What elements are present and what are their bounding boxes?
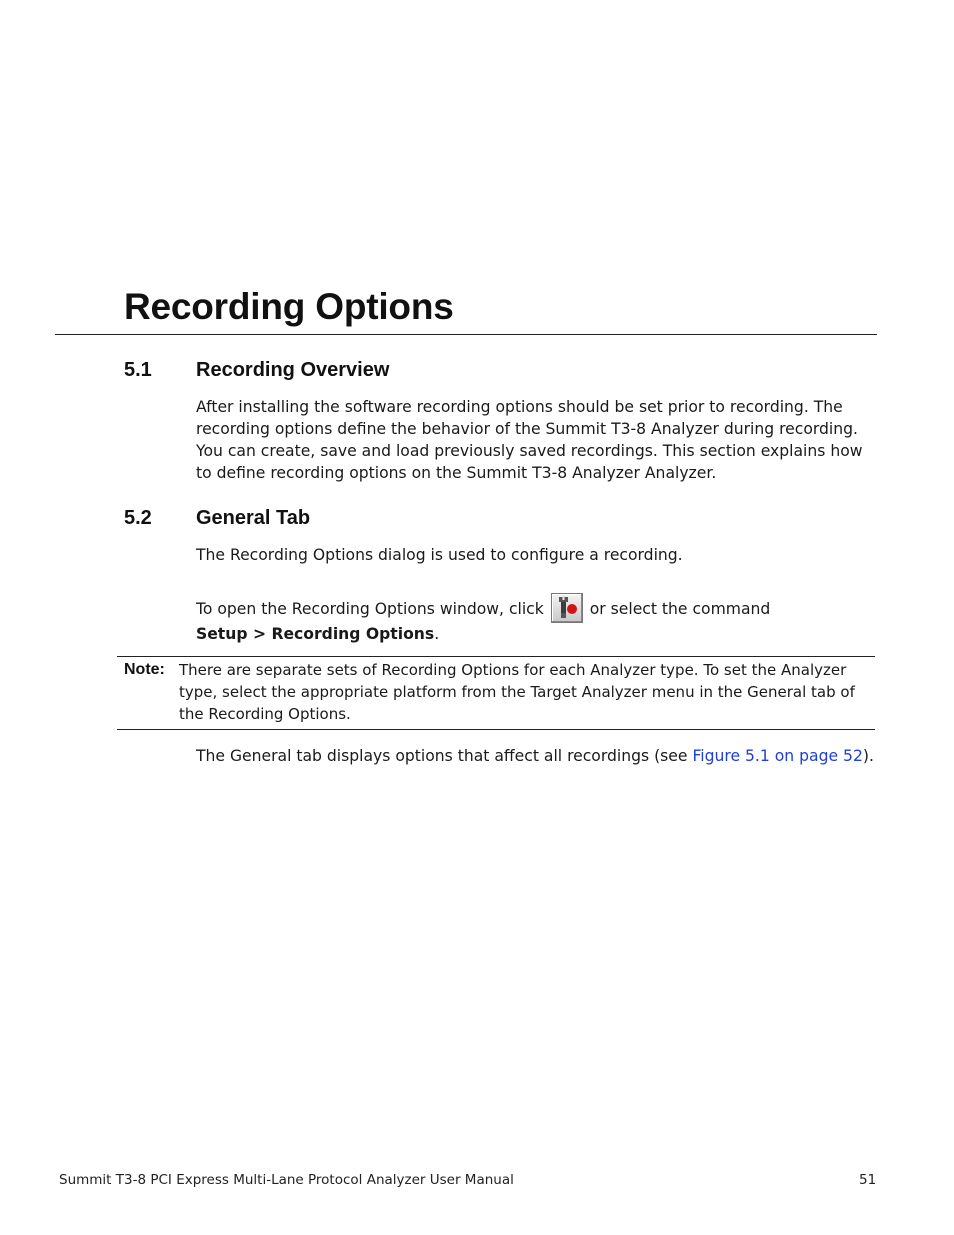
- instruction-text: or select the command: [589, 600, 771, 618]
- note-top-divider: [117, 656, 875, 657]
- recording-options-tool-icon[interactable]: [551, 593, 583, 623]
- footer-page-number: 51: [859, 1172, 877, 1188]
- section-title-general-tab: General Tab: [196, 507, 311, 529]
- chapter-title: Recording Options: [124, 286, 454, 327]
- section-paragraph: After installing the software recording options should be set prior to recording. The recording options define the behavior of the Summit T3-8 Analyzer during recording. You can create, save and load previously saved recordings. This section explains how to define recording options on the Summit T3-8 Analyzer Analyzer.: [196, 398, 863, 482]
- section-number: 5.1: [124, 359, 152, 381]
- chapter-divider: [55, 334, 877, 335]
- section-title-recording-overview: Recording Overview: [196, 359, 390, 381]
- note-bottom-divider: [117, 729, 875, 730]
- closing-text: The General tab displays options that affect all recordings (see: [196, 747, 693, 765]
- closing-text-end: ).: [862, 747, 874, 765]
- note-label: Note:: [124, 661, 165, 678]
- menu-command: Setup > Recording Options: [196, 625, 435, 643]
- wrench-icon: [552, 594, 582, 622]
- open-instruction: [196, 593, 876, 645]
- section-number: 5.2: [124, 507, 152, 529]
- instruction-text: To open the Recording Options window, click: [196, 600, 544, 618]
- note-text: There are separate sets of Recording Options for each Analyzer type. To set the Analyzer type, select the appropriate platform from the Target Analyzer menu in the General tab of the Recording Options.: [179, 661, 855, 723]
- footer-manual-title: Summit T3-8 PCI Express Multi-Lane Protocol Analyzer User Manual: [59, 1172, 514, 1188]
- section-paragraph: The Recording Options dialog is used to configure a recording.: [196, 546, 683, 564]
- figure-cross-reference-link[interactable]: Figure 5.1 on page 52: [692, 747, 863, 765]
- closing-paragraph: [196, 745, 876, 767]
- instruction-end: .: [434, 625, 440, 643]
